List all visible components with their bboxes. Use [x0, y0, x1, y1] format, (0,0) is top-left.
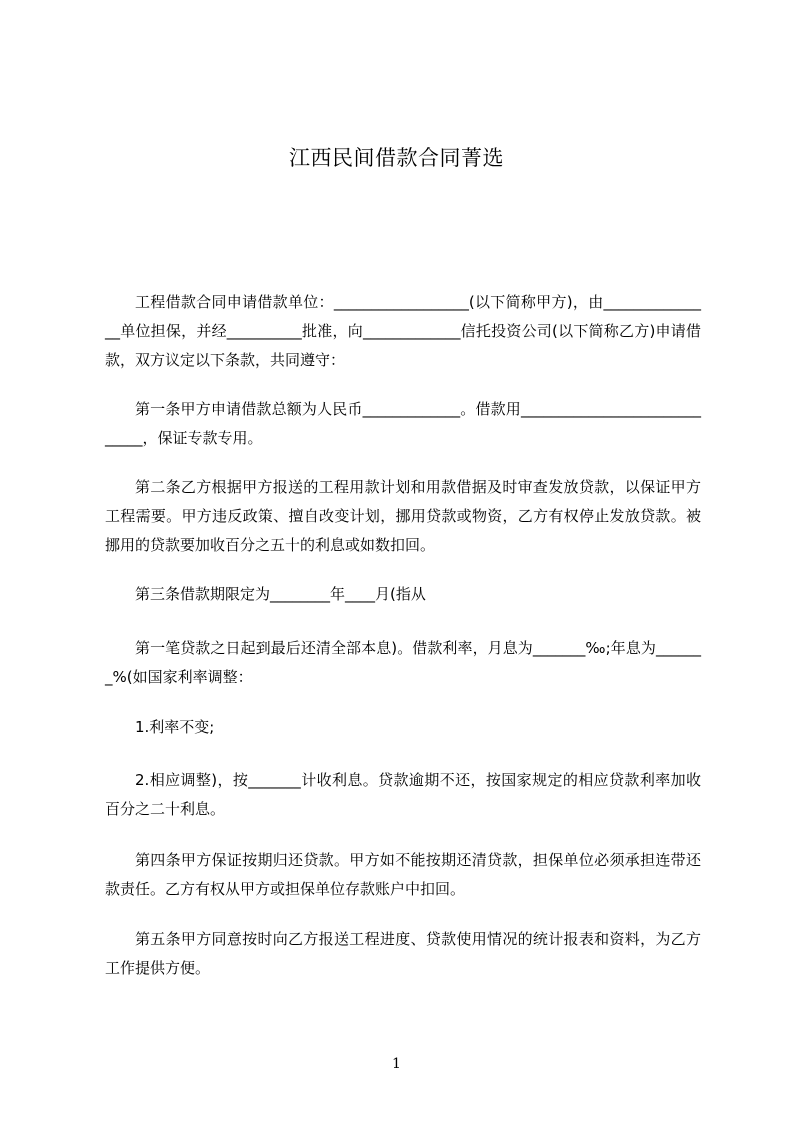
paragraph-article-3: 第三条借款期限定为________年____月(指从 — [135, 585, 426, 603]
paragraph-intro: 工程借款合同申请借款单位：__________________(以下简称甲方)，由_______________单位担保，并经__________批准，向_____________信托投资公司(以下简称乙方)申请借款，双方议定以下条款，共同遵守： — [105, 293, 701, 369]
paragraph-interest-rate: 第一笔贷款之日起到最后还清全部本息)。借款利率，月息为_______‰;年息为_______%(如国家利率调整： — [105, 639, 701, 686]
document-title: 江西民间借款合同菁选 — [289, 146, 504, 170]
paragraph-option-1: 1.利率不变; — [135, 718, 215, 736]
paragraph-article-4: 第四条甲方保证按期归还贷款。甲方如不能按期还清贷款，担保单位必须承担连带还款责任。乙方有权从甲方或担保单位存款账户中扣回。 — [105, 851, 701, 898]
paragraph-article-1: 第一条甲方申请借款总额为人民币_____________。借款用_____________________________，保证专款专用。 — [105, 400, 701, 447]
paragraph-article-2: 第二条乙方根据甲方报送的工程用款计划和用款借据及时审查发放贷款，以保证甲方工程需要。甲方违反政策、擅自改变计划，挪用贷款或物资，乙方有权停止发放贷款。被挪用的贷款要加收百分之五十的利息或如数扣回。 — [105, 478, 701, 554]
page-number: 1 — [392, 1056, 401, 1072]
paragraph-article-5: 第五条甲方同意按时向乙方报送工程进度、贷款使用情况的统计报表和资料，为乙方工作提供方便。 — [105, 930, 701, 977]
paragraph-option-2: 2.相应调整)，按_______计收利息。贷款逾期不还，按国家规定的相应贷款利率加收百分之二十利息。 — [105, 771, 701, 818]
